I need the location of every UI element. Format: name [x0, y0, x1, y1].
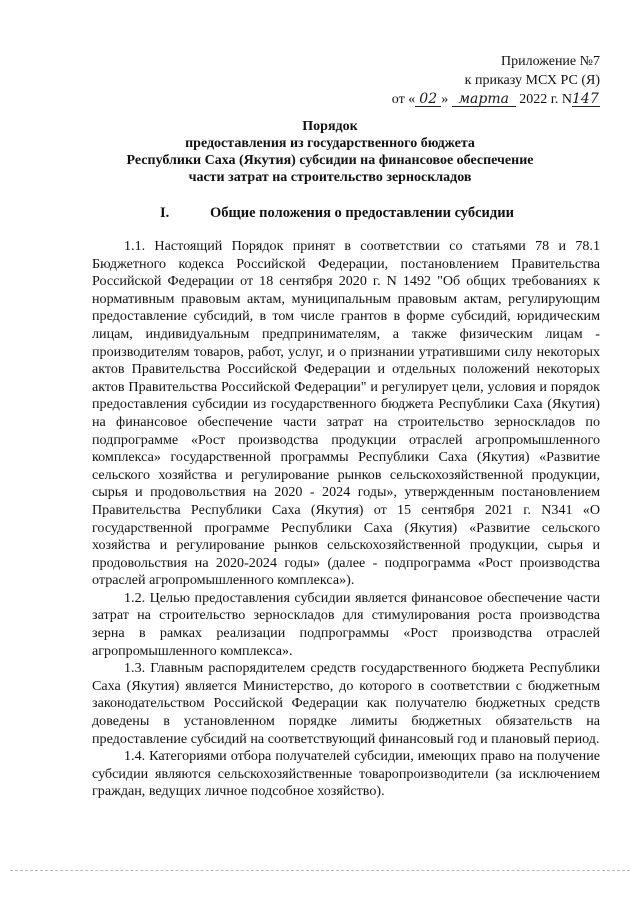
title-line-3: Республики Саха (Якутия) субсидии на финансовое обеспечение	[126, 153, 534, 168]
document-title	[60, 118, 600, 186]
paragraph-1-2: 1.2. Целью предоставления субсидии является финансовое обеспечение части затрат на строительство зерноскладов для стимулирования роста производства зерна в рамках реализации подпрограммы «Рост производства отраслей агропромышленного комплекса».	[92, 589, 600, 659]
section-heading	[160, 205, 514, 222]
paragraph-1-3: 1.3. Главным распорядителем средств государственного бюджета Республики Саха (Якутия) является Министерство, до которого в соответствии с бюджетным законодательством Российской Федерации как получателю бюджетных средств доведены в установленном порядке лимиты бюджетных обязательств на предоставление субсидий на соответствующий финансовый год и плановый период.	[92, 660, 600, 747]
appendix-title: Приложение №7	[501, 54, 600, 69]
date-month-handwritten: марта	[452, 92, 516, 107]
date-prefix: от «	[391, 92, 416, 107]
date-year: 2022 г. N	[519, 92, 572, 107]
section-title: Общие положения о предоставлении субсидии	[210, 205, 514, 221]
paragraph-1-4: 1.4. Категориями отбора получателей субсидии, имеющих право на получение субсидии являются сельскохозяйственные товаропроизводители (за исключением граждан, ведущих личное подсобное хозяйство).	[92, 748, 600, 800]
paragraph-1-1: 1.1. Настоящий Порядок принят в соответствии со статьями 78 и 78.1 Бюджетного кодекса Российской Федерации, постановлением Правительства Российской Федерации от 18 сентября 2020 г. N 1492 "Об общих требованиях к нормативным правовым актам, муниципальным правовым актам, регулирующим предоставление субсидий, в том числе грантов в форме субсидий, юридическим лицам, индивидуальным предпринимателям, а также физическим лицам - производителям товаров, работ, услуг, и о признании утратившими силу некоторых актов Правительства Российской Федерации и отдельных положений некоторых актов Правительства Российской Федерации" и регулирует цели, условия и порядок предоставления субсидии из государственного бюджета Республики Саха (Якутия) на финансовое обеспечение части затрат на строительство зерноскладов по подпрограмме «Рост производства продукции отраслей агропромышленного комплекса» государственной программы Республики Саха (Якутия) «Развитие сельского хозяйства и регулирование рынков сельскохозяйственной продукции, сырья и продовольствия на 2020 - 2024 годы», утвержденным постановлением Правительства Республики Саха (Якутия) от 15 сентября 2021 г. N341 «О государственной программе Республики Саха (Якутия) «Развитие сельского хозяйства и регулирование рынков сельскохозяйственной продукции, сырья и продовольствия на 2020-2024 годы» (далее - подпрограмма «Рост производства отраслей агропромышленного комплекса»).	[92, 238, 600, 589]
section-number: I.	[160, 205, 170, 221]
footer-divider	[10, 870, 630, 871]
appendix-order-reference: к приказу МСХ РС (Я)	[464, 73, 600, 88]
title-line-1: Порядок	[302, 119, 358, 134]
title-line-4: части затрат на строительство зерноскладов	[188, 170, 472, 185]
title-line-2: предоставления из государственного бюджета	[185, 136, 475, 151]
order-number-handwritten: 147	[572, 91, 599, 107]
date-mid: »	[441, 92, 449, 107]
document-body	[92, 238, 600, 801]
appendix-date-line	[320, 90, 600, 109]
date-day-handwritten: 02	[415, 92, 441, 107]
appendix-header	[320, 52, 600, 109]
